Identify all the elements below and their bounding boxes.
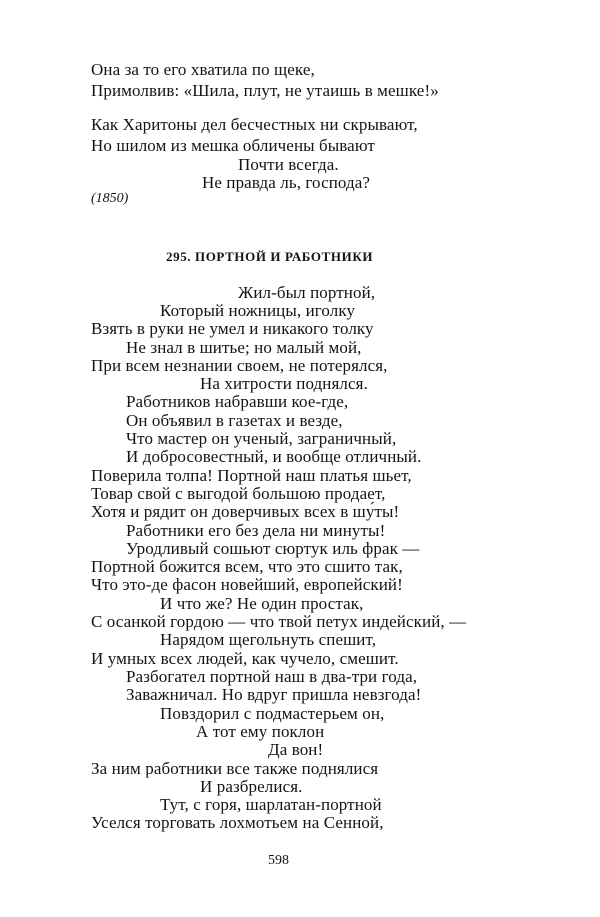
poem-line: Портной божится всем, что это сшито так, [91,557,403,576]
poem-line: И добросовестный, и вообще отличный. [126,447,422,466]
poem-line: Хотя и рядит он доверчивых всех в шу́ты! [91,502,400,521]
poem-line: И разбрелися. [200,777,303,796]
poem-line: Но шилом из мешка обличены бывают [91,136,375,155]
poem-line: Он объявил в газетах и везде, [126,411,343,430]
poem-line: На хитрости поднялся. [200,374,368,393]
poem-line: Почти всегда. [238,155,339,174]
poem-line: Работники его без дела ни минуты! [126,521,386,540]
poem-line: Нарядом щегольнуть спешит, [160,630,377,649]
poem-line: Работников набравши кое-где, [126,392,349,411]
page-number: 598 [268,853,289,868]
poem-line: Не знал в шитье; но малый мой, [126,338,362,357]
poem-line: Как Харитоны дел бесчестных ни скрывают, [91,115,418,134]
poem-line: За ним работники все также поднялися [91,759,379,778]
poem-line: Взять в руки не умел и никакого толку [91,319,374,338]
poem-line: Не правда ль, господа? [202,173,371,192]
poem-line: Что это-де фасон новейший, европейский! [91,575,403,594]
poem-line: Она за то его хватила по щеке, [91,60,315,79]
poem-line: С осанкой гордою — что твой петух индейский, — [91,612,467,631]
poem-line: При всем незнании своем, не потерялся, [91,356,388,375]
poem-line: Примолвив: «Шила, плут, не утаишь в мешке!» [91,81,439,100]
poem-date: (1850) [91,191,129,206]
poem-line: И что же? Не один простак, [160,594,364,613]
poem-line: Жил-был портной, [238,283,376,302]
poem-line: Поверила толпа! Портной наш платья шьет, [91,466,412,485]
poem-line: Который ножницы, иголку [160,301,356,320]
poem-line: Да вон! [268,740,324,759]
poem-line: А тот ему поклон [196,722,325,741]
poem-line: Разбогател портной наш в два-три года, [126,667,418,686]
poem-line: Уселся торговать лохмотьем на Сенной, [91,813,384,832]
poem-line: Что мастер он ученый, заграничный, [126,429,397,448]
poem-title: 295. ПОРТНОЙ И РАБОТНИКИ [166,249,374,264]
poem-line: И умных всех людей, как чучело, смешит. [91,649,399,668]
poem-line: Тут, с горя, шарлатан-портной [160,795,382,814]
poem-line: Заважничал. Но вдруг пришла невзгода! [126,685,422,704]
poem-line: Уродливый сошьют сюртук иль фрак — [126,539,420,558]
poem-line: Повздорил с подмастерьем он, [160,704,385,723]
poem-line: Товар свой с выгодой большою продает, [91,484,386,503]
